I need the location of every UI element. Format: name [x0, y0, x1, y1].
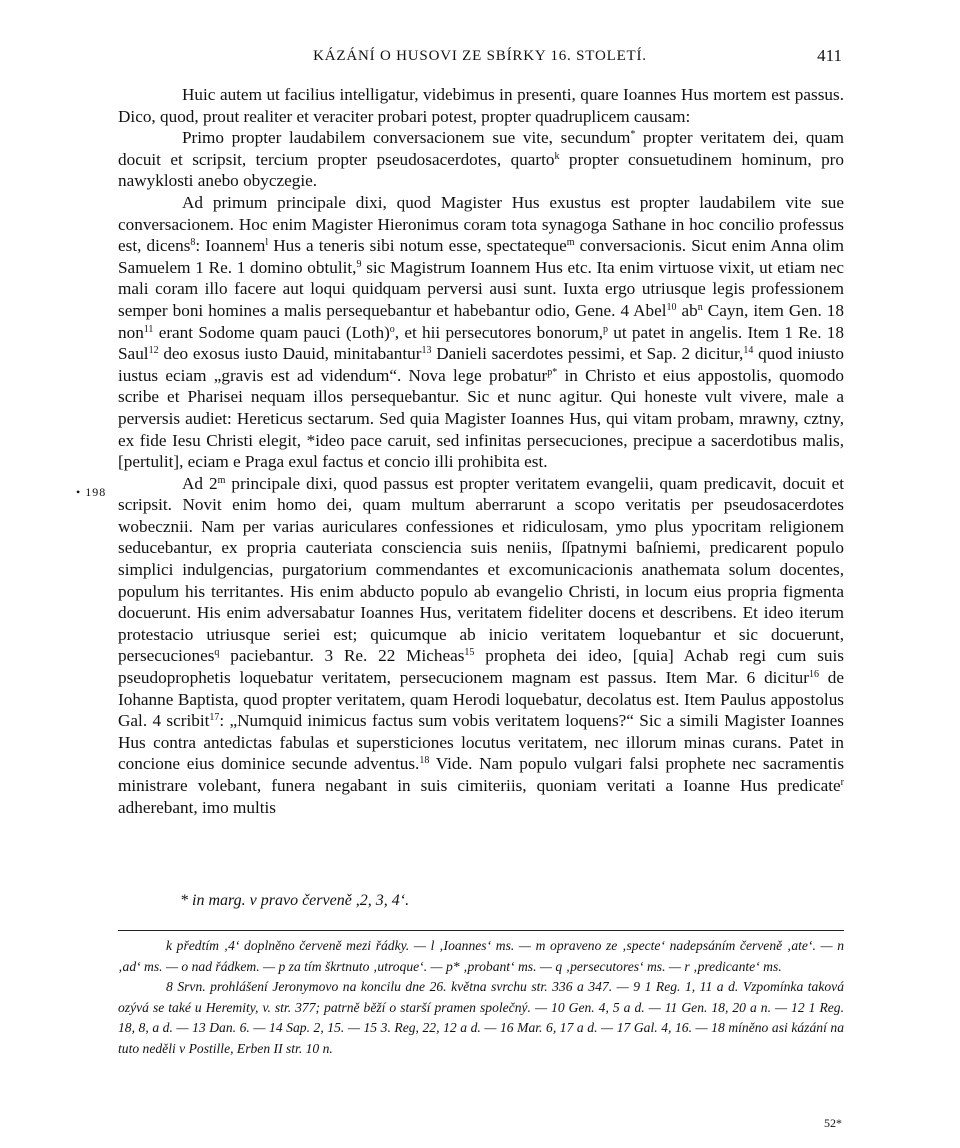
paragraph-second-cause: Ad 2$^m$ principale dixi, quod passus est propter veritatem evangelii, quam predicavit, docuit et scripsit. Novit enim homo dei, quam multum aberrarunt a scopo veritatis per pseudosacerdotes wobecznii. Nam per varias auriculares confessiones et ridiculosam, ymo plus ypocritam religionem seducebantur, ex propria cauteriata consciencia suis neniis, ſſpatnymi baſniemi, predicarent populo simplici indulgencias, purgatorium commendantes et excomunicacionis anathemata solum docentes, populum his territantes. His enim abducto populo ab evangelio Christi, in locum eius propria figmenta docuerunt. His enim adversabatur Ioannes Hus, veritatem fideliter docens et describens. Et ideo iterum protestacio utriusque seriei est; quicumque ab inicio veritatem loquebantur et sic docuerunt, persecuciones$^q$ paciebantur. 3 Re. 22 Micheas$^{15}$ propheta dei ideo, [quia] Achab regi cum suis pseudoprophetis loquebatur veritatem, persecucionem magnam est passus. Item Mar. 6 dicitur$^{16}$ de Iohanne Baptista, quod propter veritatem, quam Herodi loquebatur, decolatus est. Item Paulus appostolus Gal. 4 scribit$^{17}$: „Numquid inimicus factus sum vobis veritatem loquens?“ Sic a simili Magister Ioannes Hus contra antedictas fabulas et supersticiones locutus veritatem, nec illorum minas curans. Patet in concione eius dominice secunde adventus.$^{18}$ Vide. Nam populo vulgari falsi prophete nec sacramentis ministrare volebant, funera negabant in suis cimiteriis, quoniam veritati a Ioanne Hus predicate$^r$ adherebant, imo multis [118, 473, 845, 817]
footnote-mark: n [697, 301, 703, 313]
main-text [118, 84, 844, 818]
printer-signature: 52* [824, 1116, 842, 1130]
textual-notes: k předtím ‚4‘ doplněno červeně mezi řádky. — l ‚Ioannes‘ ms. — m opraveno ze ‚specte‘ nadepsáním červeně ‚ate‘. — n ‚ad‘ ms. — o nad řádkem. — p za tím škrtnuto ‚utroque‘. — p* ‚probant‘ ms. — q ‚persecutores‘ ms. — r ‚predicante‘ ms. [118, 938, 844, 974]
paragraph-causes: Primo propter laudabilem conversacionem sue vite, secundum* propter veritatem dei, quam docuit et scripsit, tercium propter pseudosacerdotes, quarto$^k$ propter consuetudinem hominum, pro nawyklosti anebo obyczegie. [118, 128, 845, 191]
footnote-mark: k [554, 150, 560, 162]
footnote-mark: p* [547, 366, 558, 378]
footnote-mark: m [566, 237, 575, 249]
footnote-mark: 18 [419, 755, 430, 767]
footnote-mark: 14 [743, 345, 754, 357]
footnote-mark: 17 [209, 712, 220, 724]
footnote-mark: 10 [666, 301, 677, 313]
footnote-mark: 15 [464, 647, 475, 659]
footnote-mark: 8 [190, 237, 196, 249]
footnote-mark: 12 [148, 345, 159, 357]
footnote-mark: m [217, 474, 226, 486]
running-head: KÁZÁNÍ O HUSOVI ZE SBÍRKY 16. STOLETÍ. [313, 48, 647, 64]
footnote-mark: 9 [356, 258, 362, 270]
margin-folio-note: • 198 [76, 485, 107, 499]
footnote-mark: 11 [143, 323, 154, 335]
paragraph-intro: Huic autem ut facilius intelligatur, videbimus in presenti, quare Ioannes Hus mortem est passus. Dico, quod, prout realiter et veraciter probari potest, propter quadruplicem causam: [118, 85, 844, 126]
footnote-mark: r [840, 777, 844, 788]
footnote-mark: l [265, 237, 269, 249]
source-notes: 8 Srvn. prohlášení Jeronymovo na koncilu dne 26. května svrchu str. 336 a 347. — 9 1 Reg. 1, 11 a d. Vzpomínka taková ozývá se také u Heremity, v. str. 377; patrně běží o starší pramen společný. — 10 Gen. 4, 5 a d. — 11 Gen. 18, 20 a n. — 12 1 Reg. 18, 8, a d. — 13 Dan. 6. — 14 Sap. 2, 15. — 15 3. Reg, 22, 12 a d. — 16 Mar. 6, 17 a d. — 17 Gal. 4, 16. — 18 míněno asi kázání na tuto neděli v Postille, Erben II str. 10 n. [118, 979, 844, 1056]
footnote-mark: 16 [808, 669, 819, 681]
footnote-mark: o [389, 323, 395, 335]
footnote-rule [118, 930, 844, 931]
footnote-mark: p [603, 323, 608, 335]
footnote-mark: * [630, 129, 636, 141]
marginal-footnote: * in marg. v pravo červeně ,2, 3, 4‘. [180, 892, 410, 909]
page-number: 411 [817, 46, 842, 65]
footnote-mark: q [214, 647, 220, 659]
footnotes [118, 936, 844, 1059]
page-header [0, 46, 960, 70]
footnote-mark: 13 [421, 345, 432, 357]
paragraph-first-cause: Ad primum principale dixi, quod Magister Hus exustus est propter laudabilem vite sue conversacionem. Hoc enim Magister Hieronimus coram tota synagoga Sathane in hoc concilio professus est, dicens$^8$: Ioannem$^l$ Hus a teneris sibi notum esse, spectateque$^m$ conversacionis. Sicut enim Anna olim Samuelem 1 Re. 1 domino obtulit,$^9$ sic Magistrum Ioannem Hus etc. Ita enim virtuose vixit, ut etiam nec mali coram illo facere aut loqui quidquam perversi ausi sunt. Iuxta ergo utriusque legis professionem semper boni homines a malis persequebantur et habebantur odio, Gene. 4 Abel$^{10}$ $ab^n$ Cayn, item Gen. 18 non$^{11}$ erant Sodome quam pauci (Loth)$^o$, et hii persecutores bonorum,$^p$ ut patet in angelis. Item 1 Re. 18 Saul$^{12}$ deo exosus iusto Dauid, minitabantur$^{13}$ Danieli sacerdotes pessimi, et Sap. 2 dicitur,$^{14}$ quod iniusto iustus eciam „gravis est ad videndum“. Nova lege probatur$^{p*}$ in Christo et eius appostolis, quomodo scribe et Pharisei nequam illos persequebantur. Sic et nunc agitur. Qui honeste vult vivere, male a perversis audiet: Hereticus sectarum. Sed quia Magister Ioannes Hus, qui vitam probam, mrawny, cztny, ex fide Iesu Christi elegit, *ideo pace caruit, sed infinitas persecuciones, precipue a sacerdotibus malis, [pertulit], eciam e Praga exul factus et concio illi prohibita est. [118, 192, 845, 472]
